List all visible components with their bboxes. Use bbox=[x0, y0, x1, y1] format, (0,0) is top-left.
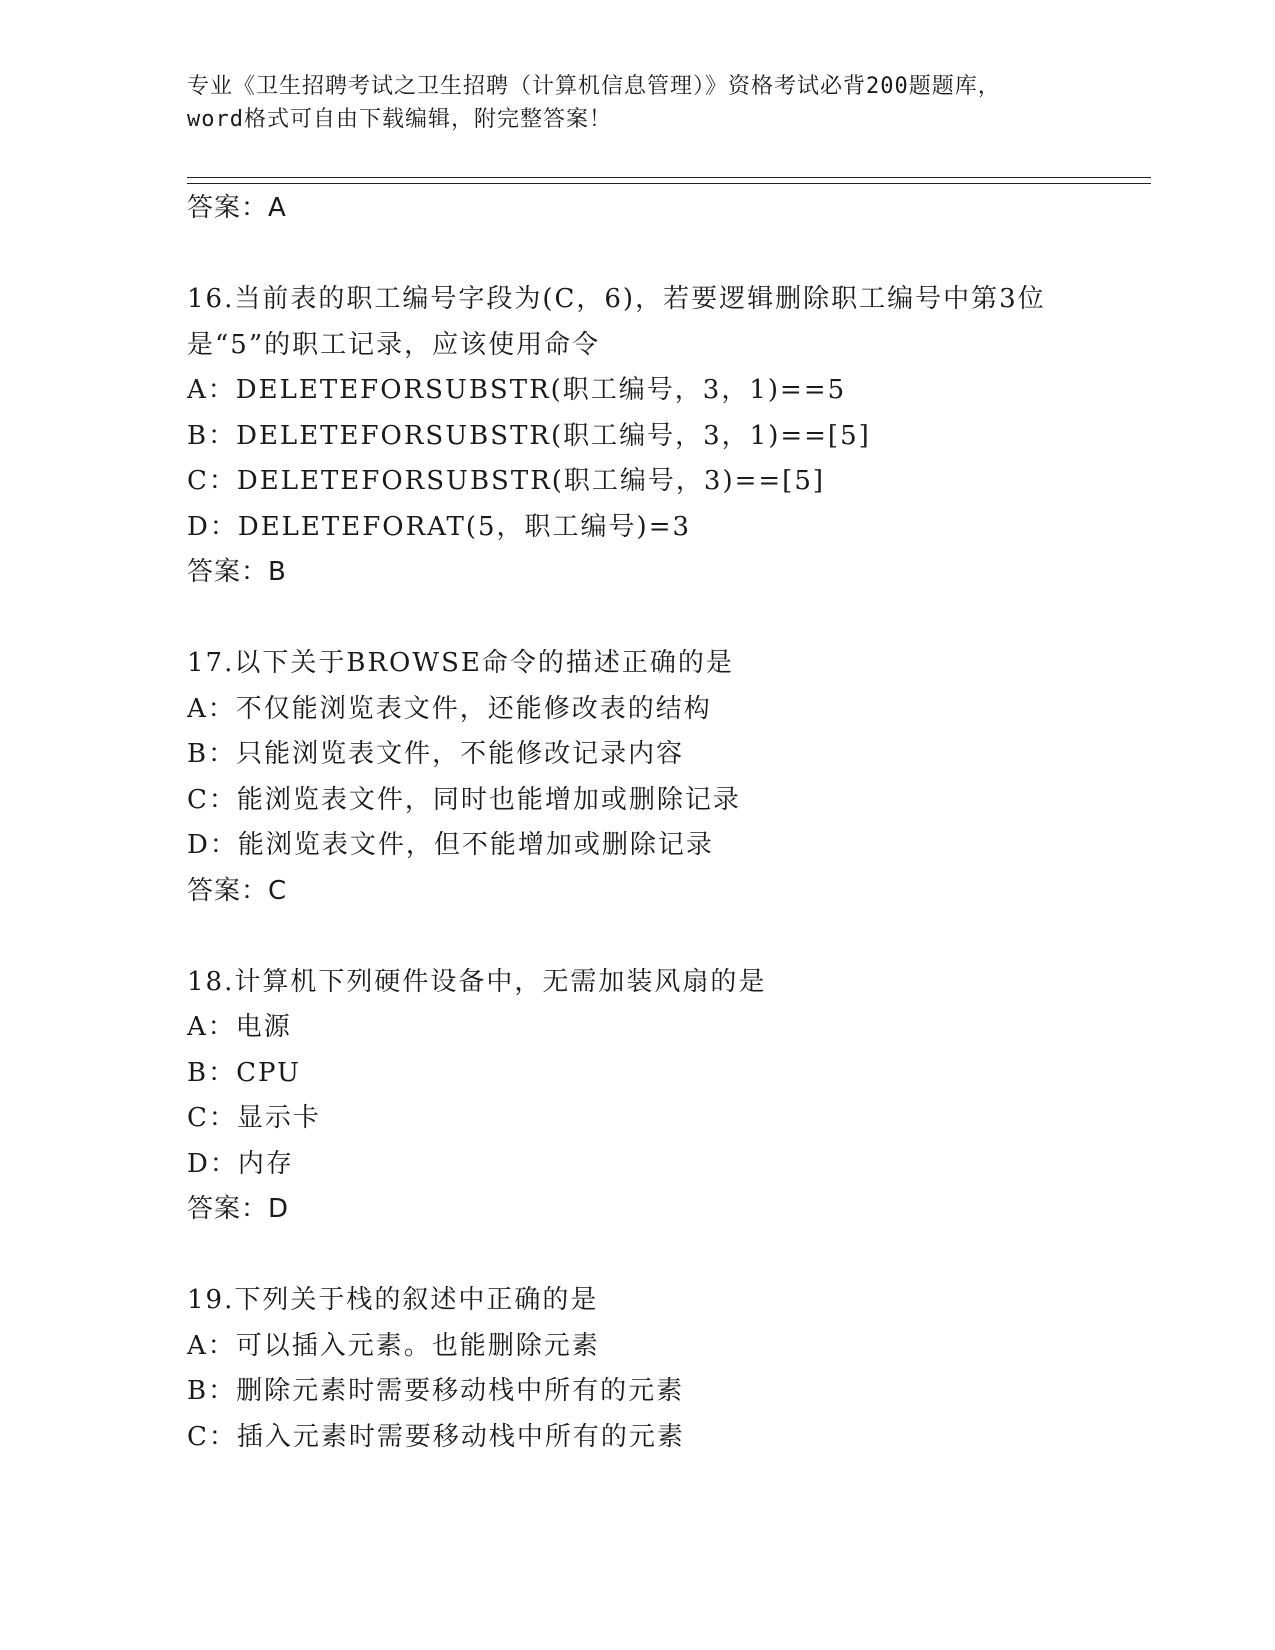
option-d: D：内存 bbox=[187, 1148, 294, 1179]
option-c: C：插入元素时需要移动栈中所有的元素 bbox=[187, 1421, 685, 1452]
question-stem: 18.计算机下列硬件设备中，无需加装风扇的是 bbox=[187, 966, 767, 997]
option-b: B：CPU bbox=[187, 1057, 301, 1088]
option-a: A：不仅能浏览表文件，还能修改表的结构 bbox=[187, 693, 712, 724]
option-c: C：显示卡 bbox=[187, 1103, 321, 1133]
question-stem: 是“5”的职工记录，应该使用命令 bbox=[187, 329, 601, 360]
option-c: C：能浏览表文件，同时也能增加或删除记录 bbox=[187, 784, 741, 815]
header-rule-top bbox=[187, 177, 1151, 178]
header-line-2: word格式可自由下载编辑，附完整答案！ bbox=[187, 107, 612, 132]
previous-answer: 答案：A bbox=[187, 193, 287, 223]
header-rule-bottom bbox=[187, 183, 1151, 184]
question-16 bbox=[187, 277, 1167, 596]
spacer bbox=[187, 1233, 1167, 1279]
option-a: A：可以插入元素。也能删除元素 bbox=[187, 1330, 600, 1361]
question-stem: 17.以下关于BROWSE命令的描述正确的是 bbox=[187, 648, 734, 678]
question-list bbox=[187, 186, 1167, 1460]
page-header bbox=[187, 70, 1087, 136]
option-b: B：删除元素时需要移动栈中所有的元素 bbox=[187, 1376, 685, 1406]
question-stem: 16.当前表的职工编号字段为(C，6)，若要逻辑删除职工编号中第3位 bbox=[187, 284, 1046, 314]
answer: 答案：C bbox=[187, 875, 288, 906]
spacer bbox=[187, 596, 1167, 642]
option-b: B：DELETEFORSUBSTR(职工编号，3，1)==[5] bbox=[187, 420, 871, 451]
answer: 答案：D bbox=[187, 1194, 290, 1224]
question-19 bbox=[187, 1278, 1167, 1460]
option-a: A：电源 bbox=[187, 1012, 292, 1042]
question-18 bbox=[187, 960, 1167, 1233]
option-d: D：DELETEFORAT(5，职工编号)=3 bbox=[187, 511, 692, 542]
spacer bbox=[187, 914, 1167, 960]
question-17 bbox=[187, 641, 1167, 914]
question-stem: 19.下列关于栈的叙述中正确的是 bbox=[187, 1285, 599, 1315]
option-c: C：DELETEFORSUBSTR(职工编号，3)==[5] bbox=[187, 466, 826, 496]
answer: 答案：B bbox=[187, 557, 287, 587]
header-line-1: 专业《卫生招聘考试之卫生招聘（计算机信息管理）》资格考试必背200题题库， bbox=[187, 74, 1001, 99]
option-d: D：能浏览表文件，但不能增加或删除记录 bbox=[187, 830, 714, 860]
spacer bbox=[187, 232, 1167, 278]
option-a: A：DELETEFORSUBSTR(职工编号，3，1)==5 bbox=[187, 375, 847, 405]
option-b: B：只能浏览表文件，不能修改记录内容 bbox=[187, 739, 685, 769]
